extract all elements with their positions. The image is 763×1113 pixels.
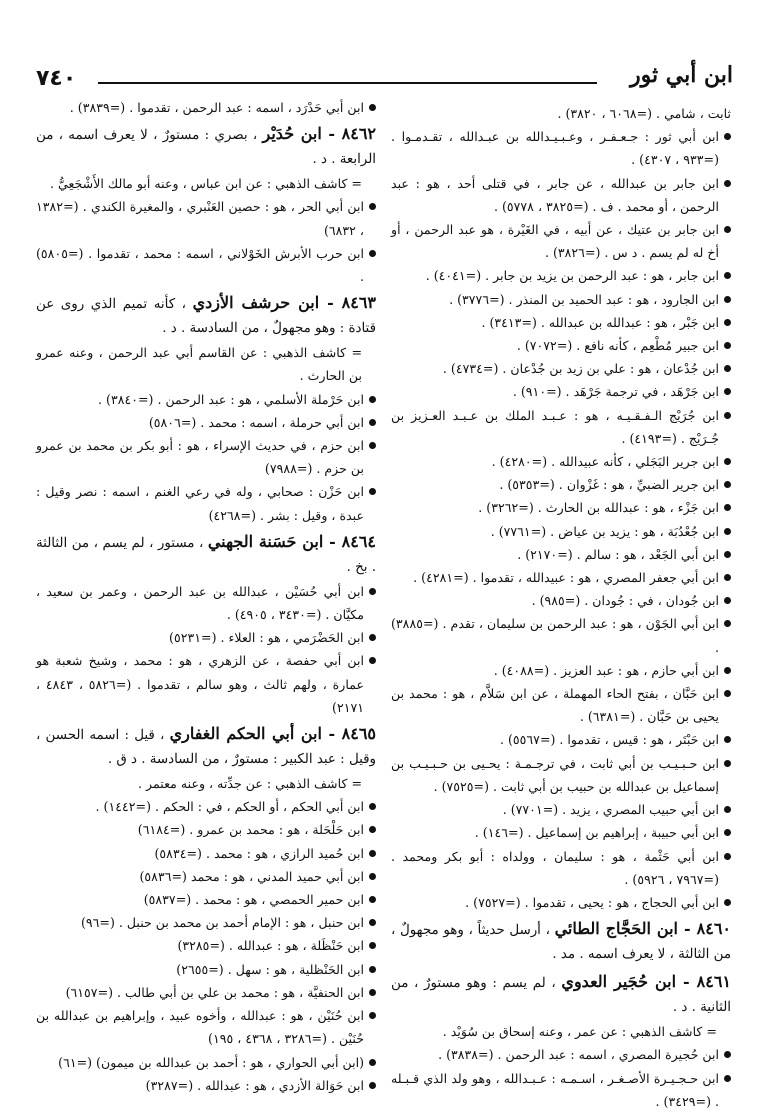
- entry-text: ، لم يسم : وهو مستورٌ ، من الثانية . د .: [391, 976, 731, 1016]
- index-entry: ابن أبي حفصة ، عن الزهري ، هو : محمد ، وشيخ شعبة هو عمارة ، ولهم ثالث ، وهو سالم ، تقدموا . (=٥٨٢٦ ، ٤٨٤٣ ، ٢١٧١): [36, 649, 376, 719]
- index-entry: ابن الحَنْظلية ، هو : سهل . (=٢٦٥٥): [36, 958, 376, 981]
- index-entry: ابن أبي الحجاج ، هو : يحيى ، تقدموا . (=٧٥٢٧) .: [391, 891, 731, 914]
- index-entry: ابن جابر بن عبدالله ، عن جابر ، في قتلى أحد ، هو : عبد الرحمن ، أو محمد . ف . (=٣٨٢٥ ، ٥٧٧٨) .: [391, 172, 731, 218]
- entry-text: ، أرسل حديثاً ، وهو مجهولٌ ، من الثالثة ، لا يعرف اسمه . مد .: [391, 923, 731, 963]
- index-entry: ابن جابر بن عتيك ، عن أبيه ، في الغَيْرة ، هو عبد الرحمن ، أو أخ له لم يسم . د س . (=٣٨٢٦) .: [391, 218, 731, 264]
- index-entry: ابن جَزْء ، هو : عبدالله بن الحارث . (=٣٢٦٢) .: [391, 496, 731, 519]
- index-entry: ابن جبير مُطْعِم ، كأنه نافع . (=٧٠٧٢) .: [391, 334, 731, 357]
- entry-heading: [36, 722, 376, 772]
- index-entry: ابن أبي حبيبة ، إبراهيم بن إسماعيل . (=١٤٦) .: [391, 821, 731, 844]
- index-entry: ابن جُدْعان ، هو : علي بن زيد بن جُدْعان . (=٤٧٣٤) .: [391, 357, 731, 380]
- entry-separator: -: [323, 531, 342, 551]
- entry-separator: -: [321, 124, 342, 144]
- entry-number-name: [555, 919, 731, 938]
- index-entry: ابن حَرْملة الأسلمي ، هو : عبد الرحمن . (=٣٨٤٠) .: [36, 388, 376, 411]
- entry-number-name: [561, 972, 731, 991]
- entry-separator: -: [676, 972, 697, 992]
- right-column: [391, 102, 731, 1113]
- kashif-note: = كاشف الذهبي : عن القاسم أبي عبد الرحمن ، وعنه عمرو بن الحارث .: [36, 345, 362, 384]
- index-entry: ابن حَزْن : صحابي ، وله في رعي الغنم ، اسمه : نصر وقيل : عبدة ، وقيل : بشر . (=٤٢٦٨): [36, 480, 376, 526]
- index-entry: ابن أبي حميد المدني ، هو : محمد (=٥٨٣٦): [36, 865, 376, 888]
- entry-number: ٨٤٦٢: [341, 124, 377, 144]
- entry-heading: [391, 970, 731, 1020]
- index-entry: ابن جرير البَجَلي ، كأنه عبيدالله . (=٤٢٨٠) .: [391, 450, 731, 473]
- entry-separator: -: [319, 293, 342, 313]
- kashif-note: = كاشف الذهبي : عن جدِّته ، وعنه معتمر .: [138, 776, 362, 792]
- entry-number: ٨٤٦٤: [341, 531, 377, 551]
- entry-name: ابن حرشف الأزدي: [192, 293, 320, 313]
- entry-number-name: [263, 124, 377, 143]
- page-header: [36, 58, 733, 98]
- entry-name: ابن حَسَنة الجهني: [207, 531, 324, 551]
- entry-text: ، كأنه تميم الذي روى عن قتادة : وهو مجهولٌ ، من السادسة . د .: [36, 297, 376, 337]
- index-entry: ابن أبي حَدْرَد ، اسمه : عبد الرحمن ، تقدموا . (=٣٨٣٩) .: [36, 96, 376, 119]
- page-number: ٧٤٠: [36, 66, 77, 91]
- index-entry: (ابن أبي الحواري ، هو : أحمد بن عبدالله بن ميمون) (=٦١): [36, 1051, 376, 1074]
- index-entry: ابن جَرْهَد ، في ترجمة جَرْهَد . (=٩١٠) .: [391, 380, 731, 403]
- entry-text: ، قيل : اسمه الحسن ، وقيل : عبد الكبير : مستورٌ ، من السادسة . د ق .: [36, 728, 376, 768]
- index-entry: ابن أبي حرملة ، اسمه : محمد . (=٥٨٠٦): [36, 411, 376, 434]
- header-rule: [98, 82, 597, 84]
- index-entry: ابن حزم ، في حديث الإسراء ، هو : أبو بكر بن محمد بن عمرو بن حزم . (=٧٩٨٨): [36, 434, 376, 480]
- index-entry: ابن حنبل ، هو : الإمام أحمد بن محمد بن حنبل . (=٩٦): [36, 911, 376, 934]
- kashif-note: = كاشف الذهبي : عن عمر ، وعنه إسحاق بن سُوَيْد .: [442, 1024, 717, 1040]
- entry-separator: -: [321, 724, 342, 744]
- entry-number: ٨٤٦٥: [341, 724, 377, 744]
- entry-text: ، مستور ، لم يسم ، من الثالثة . بخ .: [36, 535, 376, 575]
- index-entry: ابن جرير الضبيِّ ، هو : غَزْوان . (=٥٣٥٣) .: [391, 473, 731, 496]
- continued-text: ثابت ، شامي . (=٦٠٦٨ ، ٣٨٢٠) .: [557, 106, 731, 121]
- index-entry: ابن حـبـيـب بن أبي ثابت ، في ترجـمـة : يحـيى بن حـبـيـب بن إسماعيل بن عبدالله بن حبيب بن أبي ثابت . (=٧٥٢٥) .: [391, 752, 731, 798]
- index-entry: ابن حرب الأبرش الخَوْلاني ، اسمه : محمد ، تقدموا . (=٥٨٠٥) .: [36, 242, 376, 288]
- index-entry: ابن الحنفيَّة ، هو : محمد بن علي بن أبي طالب . (=٦١٥٧): [36, 981, 376, 1004]
- entry-number-name: [193, 293, 376, 312]
- index-entry: ابن أبي حبيب المصري ، يزيد . (=٧٧٠١) .: [391, 798, 731, 821]
- index-entry: ابن أبي الجَوْن ، هو : عبد الرحمن بن سليمان ، تقدم . (=٣٨٨٥) .: [391, 612, 731, 658]
- entry-number: ٨٤٦٣: [341, 293, 377, 313]
- entry-name: ابن الحَجَّاج الطائي: [554, 919, 678, 939]
- index-entry: ابن حَنْظَلة ، هو : عبدالله . (=٣٢٨٥): [36, 934, 376, 957]
- index-entry: ابن أبي حَثْمة ، هو : سليمان ، وولداه : أبو بكر ومحمد . (=٧٩٦٧ ، ٥٩٢٦) .: [391, 845, 731, 891]
- index-entry: ابن أبي حازم ، هو : عبد العزيز . (=٤٠٨٨) .: [391, 659, 731, 682]
- kashif-note: = كاشف الذهبي : عن ابن عباس ، وعنه أبو مالك الأَشْجَعِيُّ .: [49, 176, 362, 192]
- running-title: ابن أبي ثور: [630, 62, 733, 88]
- index-entry: ابن جَبْر ، هو : عبدالله بن عبدالله . (=٣٤١٣) .: [391, 311, 731, 334]
- entry-separator: -: [677, 919, 697, 939]
- index-entry: ابن حـجـيـرة الأصـغـر ، اسـمـه : عـبـدالله ، وهو ولد الذي قـبـله . (=٣٤٢٩) .: [391, 1067, 731, 1113]
- index-entry: ابن جُرَيْج الـفـقـيـه ، هو : عـبـد الملك بن عـبـد العـزيز بن جُـرَيْج . (=٤١٩٣) .: [391, 404, 731, 450]
- index-entry: ابن أبي ثور : جـعـفـر ، وعـبـيـدالله بن عبـدالله ، تقـدمـوا . (=٩٣٣ ، ٤٣٠٧) .: [391, 125, 731, 171]
- entry-name: ابن حُدَيْر: [262, 124, 322, 144]
- entry-heading: [36, 530, 376, 580]
- index-entry: ابن حمير الحمصي ، هو : محمد . (=٥٨٣٧): [36, 888, 376, 911]
- index-entry: ابن حُميد الرازي ، هو : محمد . (=٥٨٣٤): [36, 842, 376, 865]
- index-entry: ابن جُعْدُبَة ، هو : يزيد بن عياض . (=٧٧٦١) .: [391, 520, 731, 543]
- entry-heading: [36, 122, 376, 172]
- index-entry: ابن حَلْحَلة ، هو : محمد بن عمرو . (=٦١٨٤): [36, 818, 376, 841]
- entry-heading: [36, 291, 376, 341]
- index-entry: ابن أبي الجَعْد ، هو : سالم . (=٢١٧٠) .: [391, 543, 731, 566]
- index-entry: ابن حَوَالة الأزدي ، هو : عبدالله . (=٣٢٨٧): [36, 1074, 376, 1097]
- index-entry: ابن أبي حُسَيْن ، عبدالله بن عبد الرحمن ، وعمر بن سعيد ، مكيَّان . (=٣٤٣٠ ، ٤٩٠٥) .: [36, 580, 376, 626]
- index-entry: ابن أبي الحر ، هو : حصين العَنْبري ، والمغيرة الكندي . (=١٣٨٢ ، ٦٨٣٢): [36, 195, 376, 241]
- index-entry: ابن الحَضْرَمي ، هو : العلاء . (=٥٢٣١): [36, 626, 376, 649]
- entry-heading: [391, 917, 731, 967]
- index-entry: ابن حَبْتَر ، هو : قيس ، تقدموا . (=٥٥٦٧) .: [391, 728, 731, 751]
- entry-number-name: [170, 724, 376, 743]
- index-entry: ابن جابر ، هو : عبد الرحمن بن يزيد بن جابر . (=٤٠٤١) .: [391, 264, 731, 287]
- index-entry: ابن حُجيرة المصري ، اسمه : عبد الرحمن . (=٣٨٣٨) .: [391, 1043, 731, 1066]
- entry-name: ابن أبي الحكم الغفاري: [169, 724, 322, 744]
- index-entry: ابن الجارود ، هو : عبد الحميد بن المنذر . (=٣٧٧٦) .: [391, 288, 731, 311]
- index-entry: ابن أبي جعفر المصري ، هو : عبيدالله ، تقدموا . (=٤٢٨١) .: [391, 566, 731, 589]
- entry-name: ابن حُجَير العدوي: [561, 972, 677, 992]
- entry-text: ، بصري : مستورٌ ، لا يعرف اسمه ، من الرابعة . د .: [36, 128, 376, 168]
- index-entry: ابن جُودان ، في : جُودان . (=٩٨٥) .: [391, 589, 731, 612]
- entry-number: ٨٤٦١: [696, 972, 732, 992]
- entry-number-name: [208, 532, 376, 551]
- index-entry: ابن حُنَيْن ، هو : عبدالله ، وأخوه عبيد ، وإبراهيم بن عبدالله بن حُنَيْن . (=٣٢٨٦ ، ٤٣٦٨ ، ١٩٥): [36, 1004, 376, 1050]
- index-entry: ابن حَبَّان ، بفتح الحاء المهملة ، عن ابن سَلاَّم ، هو : محمد بن يحيى بن حَبَّان . (=٦٣٨١) .: [391, 682, 731, 728]
- index-entry: ابن أبي الحكم ، أو الحكم ، في : الحكم . (=١٤٤٢) .: [36, 795, 376, 818]
- left-column: [36, 96, 376, 1097]
- entry-number: ٨٤٦٠: [696, 919, 731, 939]
